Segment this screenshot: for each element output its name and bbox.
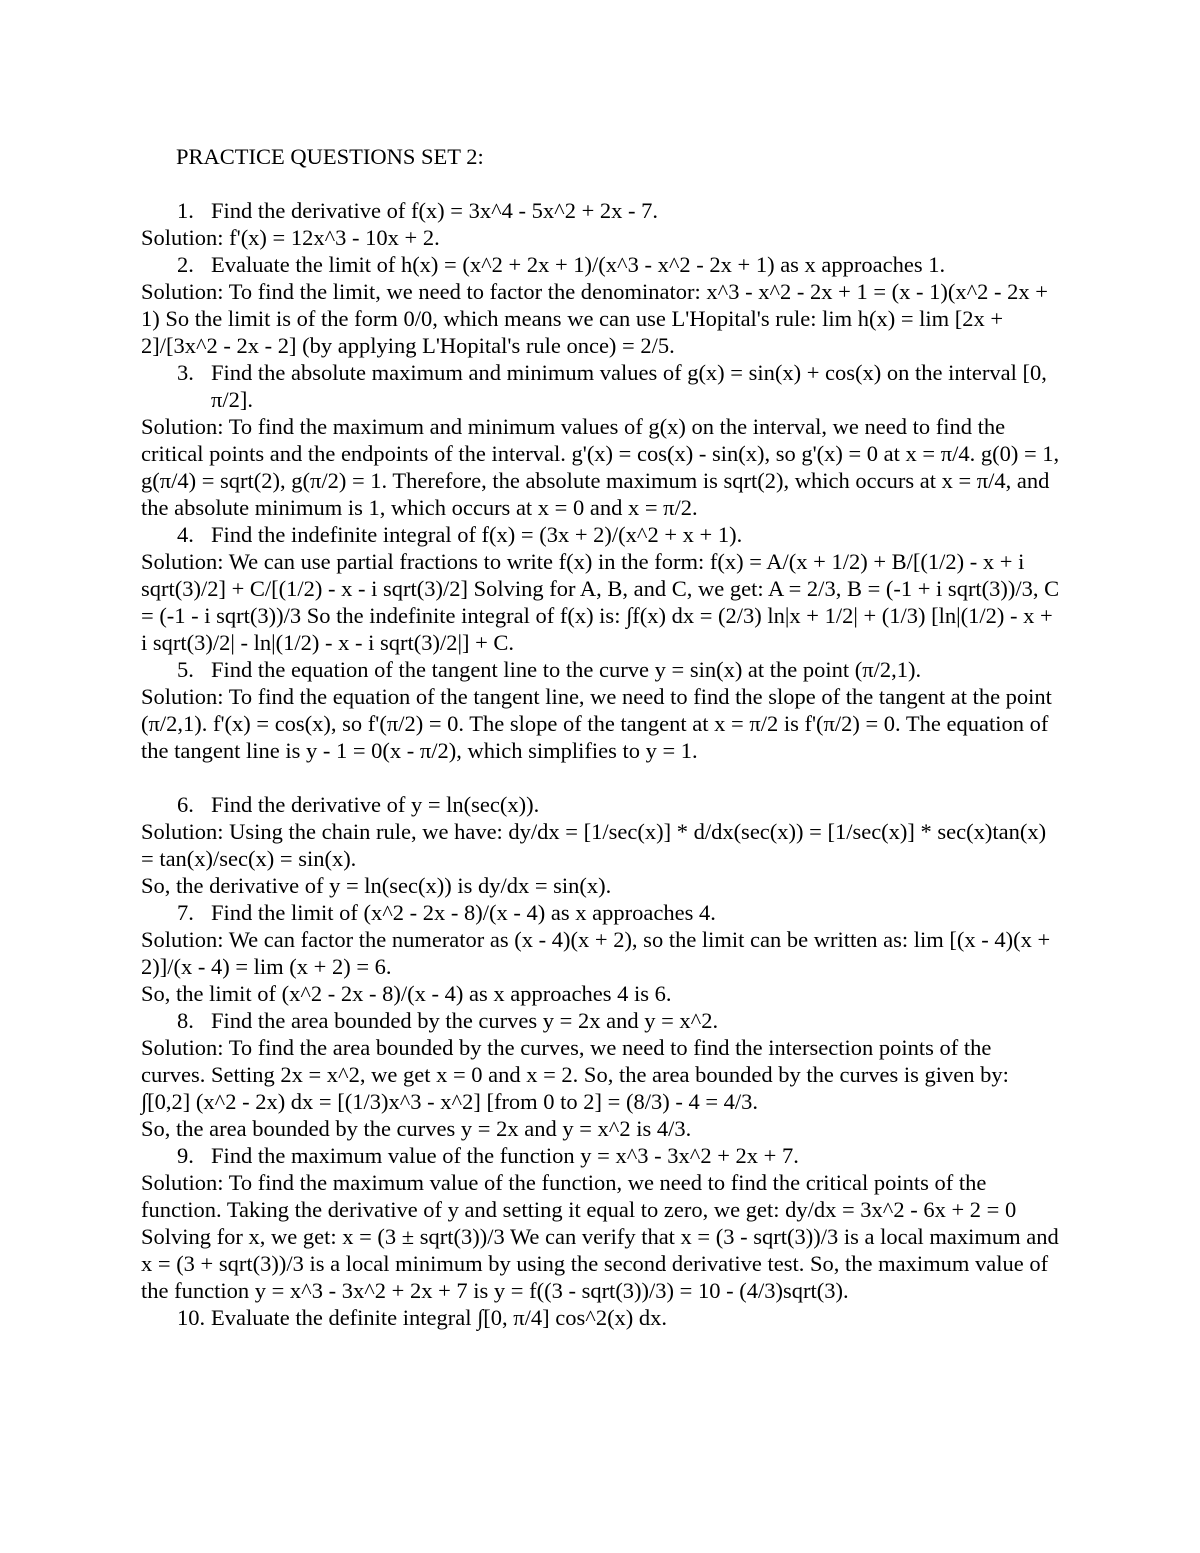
solution-1: Solution: f'(x) = 12x^3 - 10x + 2. [141,225,440,250]
question-text: Find the derivative of f(x) = 3x^4 - 5x^2 + 2x - 7. [211,198,659,223]
conclusion-7: So, the limit of (x^2 - 2x - 8)/(x - 4) as x approaches 4 is 6. [141,981,672,1006]
question-number: 9. [177,1143,194,1168]
question-text: Evaluate the definite integral ∫[0, π/4] cos^2(x) dx. [211,1305,668,1330]
question-text: Find the indefinite integral of f(x) = (3x + 2)/(x^2 + x + 1). [211,522,743,547]
question-number: 6. [177,792,194,817]
question-number: 5. [177,657,194,682]
conclusion-8: So, the area bounded by the curves y = 2x and y = x^2 is 4/3. [141,1116,692,1141]
solution-5: Solution: To find the equation of the tangent line, we need to find the slope of the tangent at the point (π/2,1). f'(x) = cos(x), so f'(π/2) = 0. The slope of the tangent at x = π/2 is f'(π/2) = 0. The equation of the tangent line is y - 1 = 0(x - π/2), which simplifies to y = 1. [141,684,1052,763]
question-10 [141,1304,1061,1331]
question-8 [141,1007,1061,1034]
question-number: 10. [177,1305,206,1330]
question-number: 7. [177,900,194,925]
question-number: 8. [177,1008,194,1033]
question-3 [141,359,1061,413]
question-7 [141,899,1061,926]
question-text: Find the derivative of y = ln(sec(x)). [211,792,540,817]
question-number: 3. [177,360,194,385]
solution-6: Solution: Using the chain rule, we have: dy/dx = [1/sec(x)] * d/dx(sec(x)) = [1/sec(x)] * sec(x)tan(x) = tan(x)/sec(x) = sin(x). [141,819,1047,871]
question-number: 4. [177,522,194,547]
question-9 [141,1142,1061,1169]
paragraph-spacer [141,764,1061,791]
question-text: Find the area bounded by the curves y = 2x and y = x^2. [211,1008,719,1033]
solution-3: Solution: To find the maximum and minimum values of g(x) on the interval, we need to find the critical points and the endpoints of the interval. g'(x) = cos(x) - sin(x), so g'(x) = 0 at x = π/4. g(0) = 1, g(π/4) = sqrt(2), g(π/2) = 1. Therefore, the absolute maximum is sqrt(2), which occurs at x = π/4, and the absolute minimum is 1, which occurs at x = 0 and x = π/2. [141,414,1060,520]
question-text: Find the equation of the tangent line to the curve y = sin(x) at the point (π/2,1). [211,657,922,682]
document-title: PRACTICE QUESTIONS SET 2: [176,144,484,169]
conclusion-6: So, the derivative of y = ln(sec(x)) is dy/dx = sin(x). [141,873,612,898]
solution-7: Solution: We can factor the numerator as (x - 4)(x + 2), so the limit can be written as: lim [(x - 4)(x + 2)]/(x - 4) = lim (x + 2) = 6. [141,927,1051,979]
question-1 [141,197,1061,224]
solution-9: Solution: To find the maximum value of the function, we need to find the critical points of the function. Taking the derivative of y and setting it equal to zero, we get: dy/dx = 3x^2 - 6x + 2 = 0 Solving for x, we get: x = (3 ± sqrt(3))/3 We can verify that x = (3 - sqrt(3))/3 is a local maximum and x = (3 + sqrt(3))/3 is a local minimum by using the second derivative test. So, the maximum value of the function y = x^3 - 3x^2 + 2x + 7 is y = f((3 - sqrt(3))/3) = 10 - (4/3)sqrt(3). [141,1170,1059,1303]
question-text: Evaluate the limit of h(x) = (x^2 + 2x + 1)/(x^3 - x^2 - 2x + 1) as x approaches 1. [211,252,946,277]
questions-list [141,197,1061,1331]
question-5 [141,656,1061,683]
question-2 [141,251,1061,278]
solution-2: Solution: To find the limit, we need to factor the denominator: x^3 - x^2 - 2x + 1 = (x - 1)(x^2 - 2x + 1) So the limit is of the form 0/0, which means we can use L'Hopital's rule: lim h(x) = lim [2x + 2]/[3x^2 - 2x - 2] (by applying L'Hopital's rule once) = 2/5. [141,279,1048,358]
question-text: Find the absolute maximum and minimum values of g(x) = sin(x) + cos(x) on the interval [0, π/2]. [211,360,1047,412]
question-text: Find the maximum value of the function y = x^3 - 3x^2 + 2x + 7. [211,1143,799,1168]
question-number: 2. [177,252,194,277]
solution-4: Solution: We can use partial fractions to write f(x) in the form: f(x) = A/(x + 1/2) + B/[(1/2) - x + i sqrt(3)/2] + C/[(1/2) - x - i sqrt(3)/2] Solving for A, B, and C, we get: A = 2/3, B = (-1 + i sqrt(3))/3, C = (-1 - i sqrt(3))/3 So the indefinite integral of f(x) is: ∫f(x) dx = (2/3) ln|x + 1/2| + (1/3) [ln|(1/2) - x + i sqrt(3)/2| - ln|(1/2) - x - i sqrt(3)/2|] + C. [141,549,1060,655]
question-4 [141,521,1061,548]
question-text: Find the limit of (x^2 - 2x - 8)/(x - 4) as x approaches 4. [211,900,716,925]
question-number: 1. [177,198,194,223]
question-6 [141,791,1061,818]
solution-8: Solution: To find the area bounded by the curves, we need to find the intersection points of the curves. Setting 2x = x^2, we get x = 0 and x = 2. So, the area bounded by the curves is given by: ∫[0,2] (x^2 - 2x) dx = [(1/3)x^3 - x^2] [from 0 to 2] = (8/3) - 4 = 4/3. [141,1035,1009,1114]
